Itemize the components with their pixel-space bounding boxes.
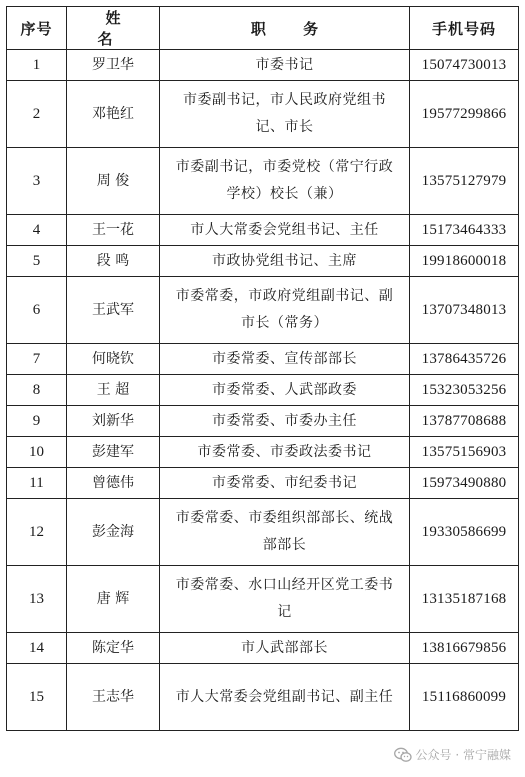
row-position: 市人武部部长 [160,633,410,664]
row-index: 3 [7,148,67,215]
row-phone: 15173464333 [410,215,519,246]
row-phone: 19330586699 [410,499,519,566]
table-row [7,215,519,246]
officials-table [6,6,519,731]
row-index: 4 [7,215,67,246]
row-index: 1 [7,50,67,81]
row-name: 王一花 [67,215,160,246]
source-watermark [394,746,511,763]
row-position: 市委常委、市委办主任 [160,406,410,437]
row-index: 8 [7,375,67,406]
table-row [7,344,519,375]
row-index: 15 [7,664,67,731]
row-phone: 13786435726 [410,344,519,375]
row-phone: 15323053256 [410,375,519,406]
row-name: 唐 辉 [67,566,160,633]
row-position: 市委常委、宣传部部长 [160,344,410,375]
row-index: 10 [7,437,67,468]
row-phone: 13135187168 [410,566,519,633]
header-position: 职 务 [160,7,410,50]
row-position: 市委常委、水口山经开区党工委书记 [160,566,410,633]
row-position: 市委副书记，市委党校（常宁行政学校）校长（兼） [160,148,410,215]
table-row [7,499,519,566]
row-index: 5 [7,246,67,277]
table-row [7,81,519,148]
row-name: 彭建军 [67,437,160,468]
row-position: 市委副书记，市人民政府党组书记、市长 [160,81,410,148]
row-position: 市委书记 [160,50,410,81]
row-index: 2 [7,81,67,148]
row-position: 市人大常委会党组副书记、副主任 [160,664,410,731]
row-name: 周 俊 [67,148,160,215]
header-phone: 手机号码 [410,7,519,50]
row-index: 13 [7,566,67,633]
table-row [7,148,519,215]
table-row [7,664,519,731]
row-name: 曾德伟 [67,468,160,499]
row-name: 王 超 [67,375,160,406]
row-index: 12 [7,499,67,566]
row-index: 9 [7,406,67,437]
row-position: 市人大常委会党组书记、主任 [160,215,410,246]
watermark-text: 公众号 · 常宁融媒 [415,748,511,762]
table-row [7,633,519,664]
header-index: 序号 [7,7,67,50]
row-position: 市委常委、市委组织部部长、统战部部长 [160,499,410,566]
row-position: 市政协党组书记、主席 [160,246,410,277]
table-row [7,468,519,499]
row-name: 彭金海 [67,499,160,566]
row-name: 陈定华 [67,633,160,664]
row-phone: 19577299866 [410,81,519,148]
row-phone: 15973490880 [410,468,519,499]
row-name: 何晓钦 [67,344,160,375]
row-position: 市委常委、市委政法委书记 [160,437,410,468]
row-phone: 15074730013 [410,50,519,81]
table-row [7,375,519,406]
row-phone: 15116860099 [410,664,519,731]
row-name: 段 鸣 [67,246,160,277]
row-phone: 13816679856 [410,633,519,664]
row-index: 6 [7,277,67,344]
row-name: 王武军 [67,277,160,344]
row-phone: 13707348013 [410,277,519,344]
row-name: 王志华 [67,664,160,731]
row-index: 14 [7,633,67,664]
table-row [7,566,519,633]
row-index: 11 [7,468,67,499]
row-phone: 13575156903 [410,437,519,468]
row-index: 7 [7,344,67,375]
row-phone: 13575127979 [410,148,519,215]
row-position: 市委常委、人武部政委 [160,375,410,406]
row-name: 刘新华 [67,406,160,437]
table-row [7,437,519,468]
row-phone: 13787708688 [410,406,519,437]
row-phone: 19918600018 [410,246,519,277]
table-row [7,246,519,277]
table-row [7,50,519,81]
row-position: 市委常委、市纪委书记 [160,468,410,499]
wechat-icon [394,747,412,763]
row-position: 市委常委，市政府党组副书记、副市长（常务） [160,277,410,344]
table-row [7,406,519,437]
table-row [7,277,519,344]
row-name: 邓艳红 [67,81,160,148]
row-name: 罗卫华 [67,50,160,81]
header-name: 姓 名 [67,7,160,50]
